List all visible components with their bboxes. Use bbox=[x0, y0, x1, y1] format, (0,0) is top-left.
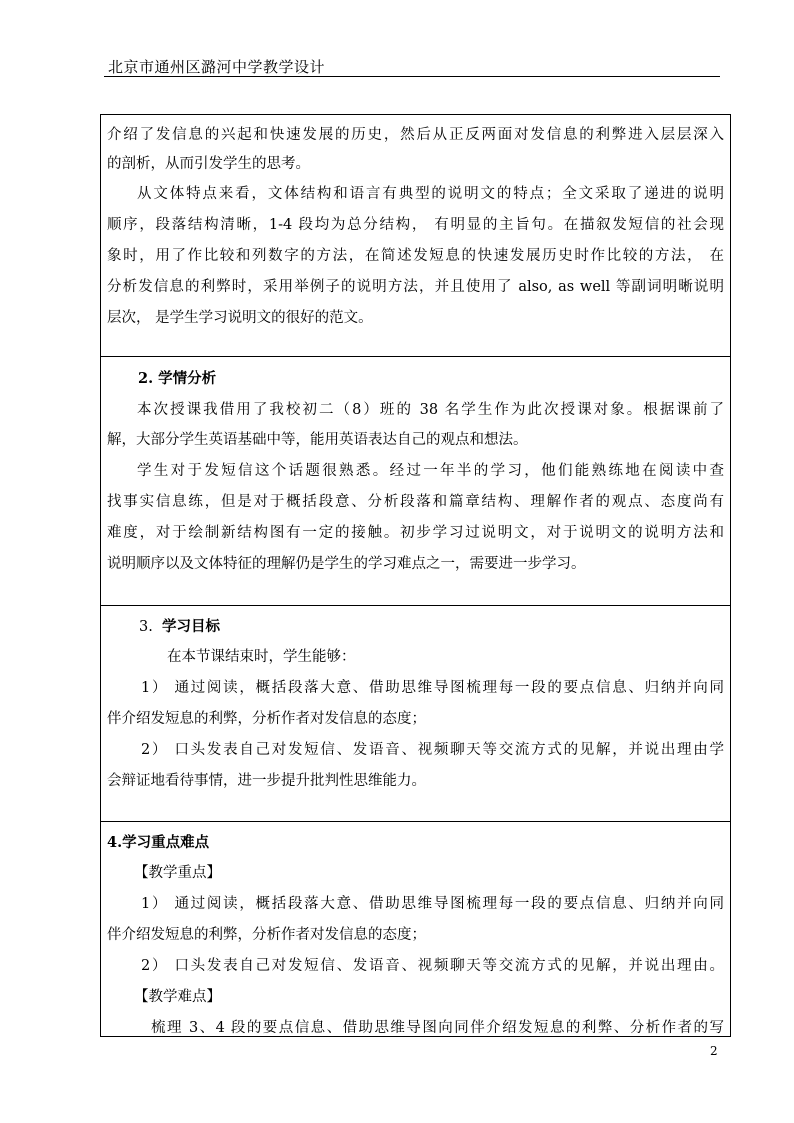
paragraph-line: 学生对于发短信这个话题很熟悉。经过一年半的学习，他们能熟练地在阅读中查 bbox=[137, 463, 724, 479]
list-item-continuation: 伴介绍发短息的利弊，分析作者对发信息的态度； bbox=[107, 927, 426, 943]
section-3-cell bbox=[101, 606, 730, 822]
list-item: 1） 通过阅读，概括段落大意、借助思维导图梳理每一段的要点信息、归纳并向同 bbox=[141, 680, 724, 696]
document-header-title: 北京市通州区潞河中学教学设计 bbox=[108, 58, 326, 76]
paragraph-line: 本次授课我借用了我校初二（8）班的 38 名学生作为此次授课对象。根据课前了 bbox=[137, 402, 724, 418]
paragraph-line: 从文体特点来看，文体结构和语言有典型的说明文的特点；全文采取了递进的说明 bbox=[137, 186, 724, 202]
paragraph-line: 分析发信息的利弊时，采用举例子的说明方法，并且使用了 also, as well 等副词明晰说明 bbox=[107, 279, 724, 295]
paragraph-line: 层次， 是学生学习说明文的很好的范文。 bbox=[107, 310, 373, 326]
content-table bbox=[100, 114, 731, 1037]
section-4-cell bbox=[101, 822, 730, 1036]
paragraph-line: 找事实信息练，但是对于概括段意、分析段落和篇章结构、理解作者的观点、态度尚有 bbox=[107, 494, 724, 510]
section-3-heading-number: 3. bbox=[139, 619, 153, 635]
key-points-label: 【教学重点】 bbox=[134, 865, 221, 881]
paragraph-line: 介绍了发信息的兴起和快速发展的历史，然后从正反两面对发信息的利弊进入层层深入 bbox=[107, 127, 724, 143]
list-item-continuation: 会辩证地看待事情，进一步提升批判性思维能力。 bbox=[107, 773, 426, 789]
paragraph-line: 的剖析，从而引发学生的思考。 bbox=[107, 156, 310, 172]
difficulty-label: 【教学难点】 bbox=[134, 989, 221, 1005]
section-2-cell bbox=[101, 357, 730, 606]
section-4-heading: 4.学习重点难点 bbox=[107, 834, 210, 851]
paragraph-line: 难度，对于绘制新结构图有一定的接触。初步学习过说明文，对于说明文的说明方法和 bbox=[107, 525, 724, 541]
paragraph-line: 解，大部分学生英语基础中等，能用英语表达自己的观点和想法。 bbox=[107, 432, 528, 448]
section-3-heading: 学习目标 bbox=[162, 618, 220, 635]
header-rule bbox=[104, 76, 720, 77]
list-item-continuation: 伴介绍发短息的利弊，分析作者对发信息的态度； bbox=[107, 711, 426, 727]
paragraph-line: 象时，用了作比较和列数字的方法，在简述发短息的快速发展历史时作比较的方法， 在 bbox=[107, 248, 724, 264]
section-1-cell bbox=[101, 115, 730, 357]
list-item: 1） 通过阅读，概括段落大意、借助思维导图梳理每一段的要点信息、归纳并向同 bbox=[141, 896, 724, 912]
list-item: 2） 口头发表自己对发短信、发语音、视频聊天等交流方式的见解，并说出理由学 bbox=[141, 742, 724, 758]
section-3-intro: 在本节课结束时，学生能够： bbox=[167, 649, 356, 665]
paragraph-line: 说明顺序以及文体特征的理解仍是学生的学习难点之一，需要进一步学习。 bbox=[107, 556, 586, 572]
paragraph-line: 顺序，段落结构清晰，1-4 段均为总分结构， 有明显的主旨句。在描叙发短信的社会现 bbox=[107, 217, 724, 233]
list-item: 2） 口头发表自己对发短信、发语音、视频聊天等交流方式的见解，并说出理由。 bbox=[141, 958, 724, 974]
page-number: 2 bbox=[710, 1044, 718, 1058]
paragraph-line: 梳理 3、4 段的要点信息、借助思维导图向同伴介绍发短息的利弊、分析作者的写 bbox=[151, 1020, 724, 1036]
section-2-heading: 2. 学情分析 bbox=[138, 370, 217, 387]
